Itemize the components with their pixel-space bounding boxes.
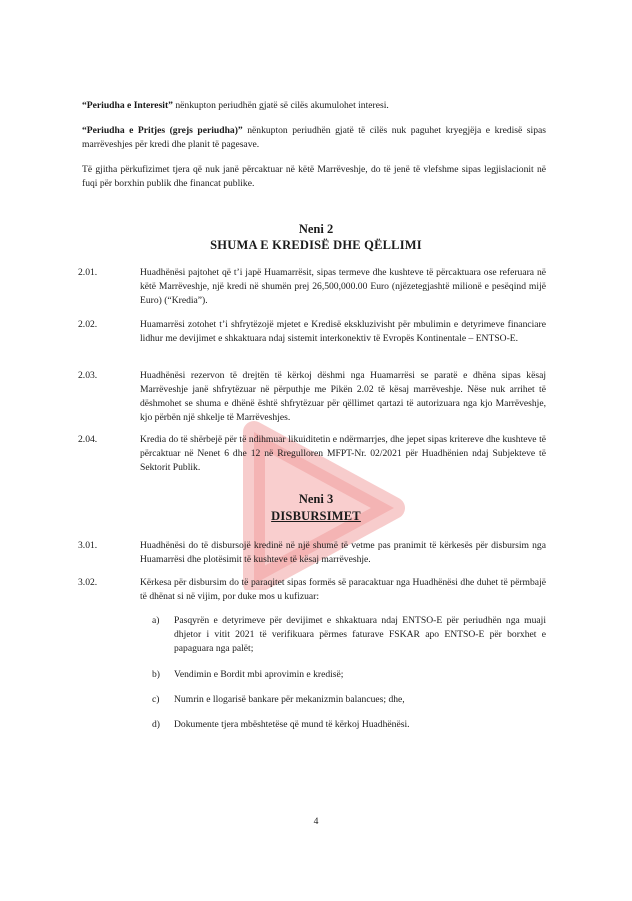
definition-periudha-interesit: “Periudha e Interesit” nënkupton periudhën gjatë së cilës akumulohet interesi. xyxy=(82,100,389,111)
subitem-text: Vendimin e Bordit mbi aprovimin e kredisë; xyxy=(174,669,344,680)
clause-number: 2.02. xyxy=(78,319,98,330)
subitem-letter: d) xyxy=(152,719,160,730)
clause-text: Huamarrësi zotohet t’i shfrytëzojë mjetet e Kredisë ekskluzivisht për mbulimin e detyrimeve financiare lidhur me devijimet e shkaktuara ndaj sistemit interkonektiv të Evropës Kontinentale – ENTSO-E. xyxy=(140,319,546,344)
clause-text: Huadhënësi pajtohet që t’i japë Huamarrësit, sipas termeve dhe kushteve të përcaktuara ose referuara në këtë Marrëveshje, një kredi në shumën prej 26,500,000.00 Euro (njëzetegjashtë milionë e pesëqind mijë Euro) (“Kredia”). xyxy=(140,267,546,306)
article-3-number: Neni 3 xyxy=(298,492,334,506)
clause-number: 2.03. xyxy=(78,370,98,381)
subitem-letter: b) xyxy=(152,669,160,680)
clause-number: 2.04. xyxy=(78,434,98,445)
clause-number: 3.02. xyxy=(78,577,98,588)
page-number: 4 xyxy=(313,816,319,827)
definition-periudha-pritjes: “Periudha e Pritjes (grejs periudha)” nënkupton periudhën gjatë të cilës nuk paguhet kryegjëja e kredisë sipas marrëveshjes për kredi dhe planit të pagesave. xyxy=(82,125,546,150)
clause-text: Kredia do të shërbejë për të ndihmuar likuiditetin e ndërmarrjes, dhe jepet sipas kritereve dhe kushteve të përcaktuar në Nenet 6 dhe 12 në Rregulloren MFPT-Nr. 02/2021 për Huadhënien ndaj Subjekteve të Sektorit Publik. xyxy=(140,434,546,473)
clause-number: 2.01. xyxy=(78,267,98,278)
clause-text: Huadhënësi rezervon të drejtën të kërkoj dëshmi nga Huamarrësi se paratë e dhëna sipas kësaj Marrëveshje janë shfrytëzuar në përputhje me Pikën 2.02 të kësaj marrëveshje. Nëse nuk arrihet të dëshmohet se shuma e dhënë është shfrytëzuar për qëllimet qartazi të autorizuara nga kjo Marrëveshje, kjo përbën një shkelje të Marrëveshjes. xyxy=(140,370,546,423)
subitem-letter: c) xyxy=(152,694,160,705)
subitem-text: Dokumente tjera mbështetëse që mund të kërkoj Huadhënësi. xyxy=(174,719,410,730)
article-3-title: DISBURSIMET xyxy=(271,509,361,523)
article-2-number: Neni 2 xyxy=(298,222,334,236)
clause-text: Huadhënësi do të disbursojë kredinë në një shumë të vetme pas pranimit të kërkesës për disbursim nga Huamarrësi dhe plotësimit të kushteve të kësaj marrëveshje. xyxy=(140,540,546,565)
closing-paragraph: Të gjitha përkufizimet tjera që nuk janë përcaktuar në këtë Marrëveshje, do të jenë të vlefshme sipas legjislacionit në fuqi për borxhin publik dhe financat publike. xyxy=(82,164,546,189)
clause-text: Kërkesa për disbursim do të paraqitet sipas formës së paracaktuar nga Huadhënësi dhe duhet të përmbajë të dhënat si në vijim, por duke mos u kufizuar: xyxy=(140,577,546,602)
subitem-text: Numrin e llogarisë bankare për mekanizmin balancues; dhe, xyxy=(174,694,405,705)
subitem-letter: a) xyxy=(152,615,160,626)
clause-number: 3.01. xyxy=(78,540,98,551)
subitem-text: Pasqyrën e detyrimeve për devijimet e shkaktuara ndaj ENTSO-E për periudhën nga muaji dhjetor i vitit 2021 të verifikuara përmes faturave FSKAR apo ENTSO-E për borxhet e papaguara nga palët; xyxy=(174,615,546,654)
article-2-title: SHUMA E KREDISË DHE QËLLIMI xyxy=(210,238,422,252)
